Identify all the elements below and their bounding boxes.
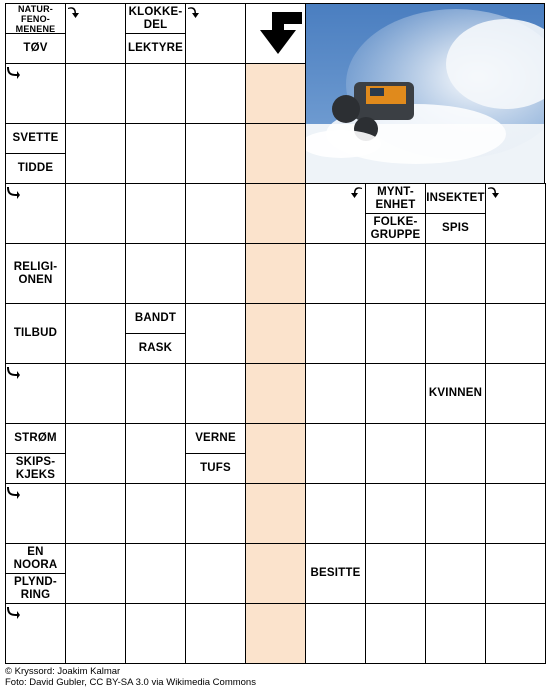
clue-bandt: BANDT xyxy=(125,303,186,334)
answer-cell[interactable] xyxy=(125,63,186,124)
answer-cell[interactable] xyxy=(485,303,546,364)
answer-cell[interactable] xyxy=(185,183,246,244)
answer-cell[interactable] xyxy=(65,423,126,484)
snow-vehicle-illustration xyxy=(306,4,545,184)
answer-cell[interactable] xyxy=(365,543,426,604)
answer-cell[interactable] xyxy=(185,123,246,184)
answer-cell[interactable] xyxy=(65,303,126,364)
answer-cell[interactable] xyxy=(65,483,126,544)
answer-cell[interactable] xyxy=(125,423,186,484)
clue-skipskjeks: SKIPS- KJEKS xyxy=(5,453,66,484)
highlighted-answer-cell[interactable] xyxy=(245,363,306,424)
answer-cell[interactable] xyxy=(425,483,486,544)
answer-cell[interactable] xyxy=(365,603,426,664)
answer-cell[interactable] xyxy=(485,423,546,484)
answer-cell[interactable] xyxy=(125,123,186,184)
highlighted-answer-cell[interactable] xyxy=(245,63,306,124)
highlighted-answer-cell[interactable] xyxy=(245,483,306,544)
answer-cell[interactable] xyxy=(305,303,366,364)
answer-cell[interactable] xyxy=(65,543,126,604)
clue-besitte: BESITTE xyxy=(305,543,366,604)
clue-insektet: INSEKTET xyxy=(425,183,486,214)
highlighted-answer-cell[interactable] xyxy=(245,243,306,304)
clue-myntenhet: MYNT- ENHET xyxy=(365,183,426,214)
crossword-credit: © Kryssord: Joakim Kalmar xyxy=(5,666,121,677)
answer-cell[interactable] xyxy=(65,603,126,664)
answer-cell[interactable] xyxy=(65,243,126,304)
clue-klokkedel: KLOKKE- DEL xyxy=(125,3,186,34)
answer-cell[interactable] xyxy=(365,303,426,364)
highlighted-answer-cell[interactable] xyxy=(245,543,306,604)
crossword-grid xyxy=(5,3,545,663)
answer-cell[interactable] xyxy=(425,543,486,604)
answer-cell[interactable] xyxy=(125,363,186,424)
hook-down-arrow-icon xyxy=(187,5,201,19)
answer-cell[interactable] xyxy=(125,543,186,604)
answer-cell[interactable] xyxy=(185,363,246,424)
answer-cell[interactable] xyxy=(305,423,366,484)
answer-cell[interactable] xyxy=(65,363,126,424)
answer-cell[interactable] xyxy=(425,603,486,664)
clue-tufs: TUFS xyxy=(185,453,246,484)
highlighted-answer-cell[interactable] xyxy=(245,603,306,664)
crossword-photo xyxy=(305,3,545,184)
bent-down-arrow-icon xyxy=(246,4,306,64)
clue-verne: VERNE xyxy=(185,423,246,454)
hook-down-arrow-icon xyxy=(67,5,81,19)
answer-cell[interactable] xyxy=(305,483,366,544)
answer-cell[interactable] xyxy=(185,483,246,544)
highlighted-answer-cell[interactable] xyxy=(245,303,306,364)
answer-cell[interactable] xyxy=(305,363,366,424)
hook-left-down-arrow-icon xyxy=(349,185,363,199)
answer-cell[interactable] xyxy=(185,243,246,304)
answer-cell[interactable] xyxy=(365,243,426,304)
photo-credit: Foto: David Gubler, CC BY-SA 3.0 via Wikimedia Commons xyxy=(5,677,256,688)
answer-cell[interactable] xyxy=(125,243,186,304)
answer-cell[interactable] xyxy=(485,483,546,544)
answer-cell[interactable] xyxy=(185,603,246,664)
answer-cell[interactable] xyxy=(365,363,426,424)
clue-rask: RASK xyxy=(125,333,186,364)
clue-plyndring: PLYND- RING xyxy=(5,573,66,604)
clue-strom: STRØM xyxy=(5,423,66,454)
hook-right-arrow-icon xyxy=(7,365,21,379)
answer-cell[interactable] xyxy=(365,483,426,544)
answer-cell[interactable] xyxy=(65,63,126,124)
answer-cell[interactable] xyxy=(365,423,426,484)
answer-cell[interactable] xyxy=(125,183,186,244)
clue-svette: SVETTE xyxy=(5,123,66,154)
start-arrow-cell xyxy=(245,3,306,64)
answer-cell[interactable] xyxy=(485,243,546,304)
hook-right-arrow-icon xyxy=(7,485,21,499)
clue-religionen: RELIGI- ONEN xyxy=(5,243,66,304)
highlighted-answer-cell[interactable] xyxy=(245,423,306,484)
clue-naturfenomenene: NATUR- FENO- MENENE xyxy=(5,3,66,34)
highlighted-answer-cell[interactable] xyxy=(245,123,306,184)
answer-cell[interactable] xyxy=(485,543,546,604)
answer-cell[interactable] xyxy=(65,183,126,244)
hook-right-arrow-icon xyxy=(7,605,21,619)
highlighted-answer-cell[interactable] xyxy=(245,183,306,244)
clue-en-noora: EN NOORA xyxy=(5,543,66,574)
clue-folkegruppe: FOLKE- GRUPPE xyxy=(365,213,426,244)
answer-cell[interactable] xyxy=(485,363,546,424)
answer-cell[interactable] xyxy=(125,603,186,664)
hook-right-arrow-icon xyxy=(7,185,21,199)
hook-down-arrow-icon xyxy=(487,185,501,199)
answer-cell[interactable] xyxy=(485,603,546,664)
answer-cell[interactable] xyxy=(425,303,486,364)
answer-cell[interactable] xyxy=(305,603,366,664)
answer-cell[interactable] xyxy=(185,63,246,124)
clue-lektyre: LEKTYRE xyxy=(125,33,186,64)
answer-cell[interactable] xyxy=(185,543,246,604)
clue-tidde: TIDDE xyxy=(5,153,66,184)
answer-cell[interactable] xyxy=(185,303,246,364)
answer-cell[interactable] xyxy=(125,483,186,544)
clue-tov: TØV xyxy=(5,33,66,64)
clue-tilbud: TILBUD xyxy=(5,303,66,364)
clue-kvinnen: KVINNEN xyxy=(425,363,486,424)
answer-cell[interactable] xyxy=(425,423,486,484)
answer-cell[interactable] xyxy=(425,243,486,304)
answer-cell[interactable] xyxy=(305,243,366,304)
answer-cell[interactable] xyxy=(65,123,126,184)
hook-right-arrow-icon xyxy=(7,65,21,79)
clue-spis: SPIS xyxy=(425,213,486,244)
